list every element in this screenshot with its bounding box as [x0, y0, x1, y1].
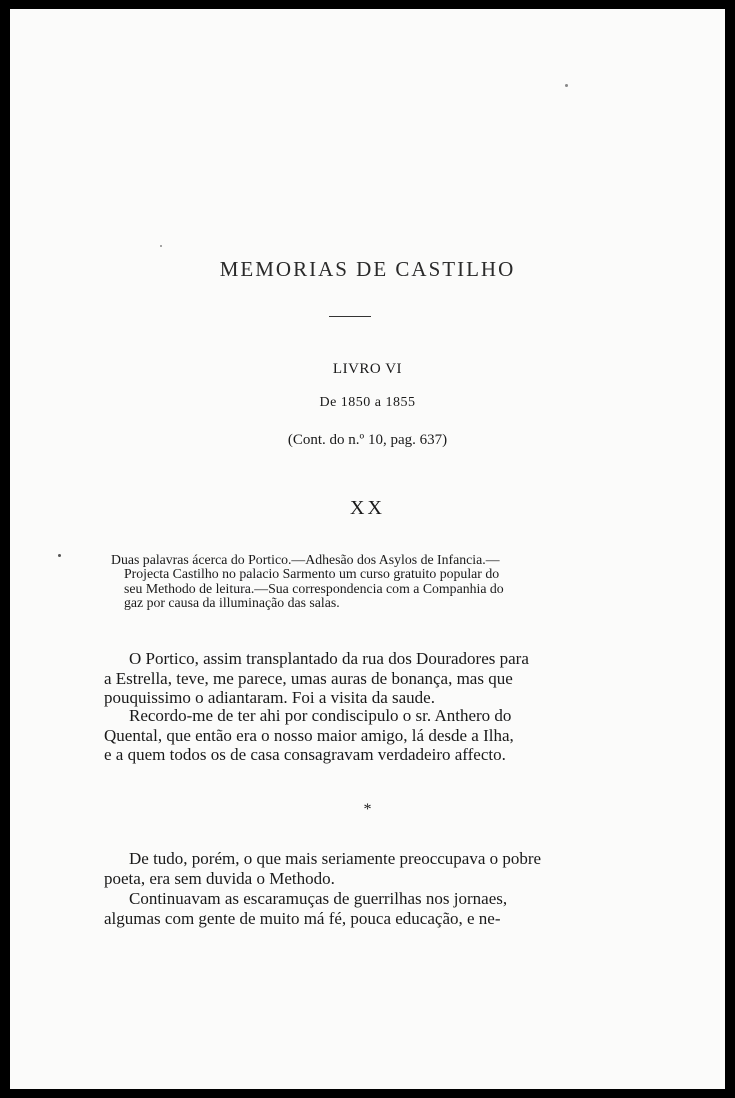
title-divider: [329, 316, 371, 317]
text-line: Quental, que então era o nosso maior amigo, lá desde a Ilha,: [104, 725, 514, 745]
text-line: O Portico, assim transplantado da rua dos Douradores para: [129, 649, 529, 668]
text-line: algumas com gente de muito má fé, pouca educação, e ne-: [104, 908, 501, 928]
page: [10, 9, 725, 1089]
section-separator: *: [363, 801, 372, 818]
summary-line: Duas palavras ácerca do Portico.—Adhesão dos Asylos de Infancia.—: [111, 552, 500, 567]
chapter-summary: [111, 553, 583, 611]
paragraph: [104, 649, 586, 708]
paragraph: [104, 706, 586, 765]
date-range: De 1850 a 1855: [319, 395, 416, 410]
summary-line: Projecta Castilho no palacio Sarmento um curso gratuito popular do: [124, 566, 500, 582]
paragraph: [104, 889, 586, 928]
summary-line: seu Methodo de leitura.—Sua correspondencia com a Companhia do: [124, 580, 504, 596]
text-line: poeta, era sem duvida o Methodo.: [104, 868, 335, 888]
text-line: pouquissimo o adiantaram. Foi a visita da saude.: [104, 688, 435, 707]
text-line: a Estrella, teve, me parece, umas auras de bonança, mas que: [104, 668, 513, 688]
text-line: De tudo, porém, o que mais seriamente preoccupava o pobre: [129, 849, 542, 868]
summary-line: gaz por causa da illuminação das salas.: [124, 595, 340, 611]
text-line: Recordo-me de ter ahi por condiscipulo o sr. Anthero do: [129, 706, 512, 725]
book-number: LIVRO VI: [332, 361, 403, 377]
paper-speck: [160, 245, 162, 247]
text-line: e a quem todos os de casa consagravam verdadeiro affecto.: [104, 745, 506, 764]
paper-speck: [58, 554, 61, 557]
paper-speck: [565, 84, 568, 87]
continuation-note: (Cont. do n.º 10, pag. 637): [287, 432, 448, 448]
book-title: MEMORIAS DE CASTILHO: [219, 257, 516, 281]
chapter-number: XX: [350, 497, 385, 519]
paragraph: [104, 849, 586, 888]
text-line: Continuavam as escaramuças de guerrilhas nos jornaes,: [129, 889, 508, 908]
